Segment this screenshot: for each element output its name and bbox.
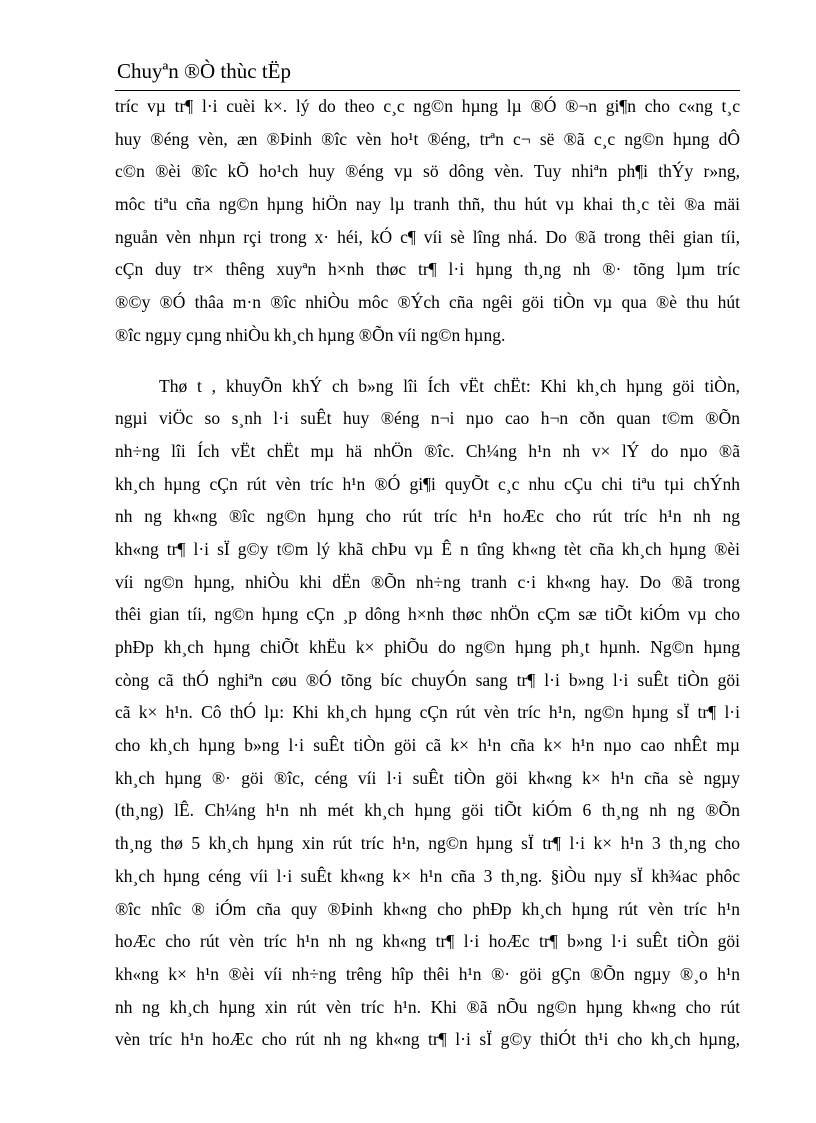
text-line: tríc vµ tr¶ l·i cuèi k×. lý do theo c¸c ng©n hµng lµ ®Ó ®¬n gi¶n cho c«ng t¸c [115, 96, 740, 116]
text-line: cã k× h¹n. Cô thÓ lµ: Khi kh¸ch hµng cÇn rút vèn tríc h¹n, ng©n hµng sÏ tr¶ l·i [115, 702, 740, 723]
paragraph-spacer [115, 352, 740, 370]
document-body [115, 90, 740, 1056]
text-line: cÇn duy tr× thêng xuyªn h×nh thøc tr¶ l·i hµng th¸ng nh ®· tõng lµm tríc [115, 259, 740, 280]
text-line: Thø t , khuyÕn khÝ ch b»ng lîi Ích vËt chËt: Khi kh¸ch hµng göi tiÒn, [159, 375, 740, 396]
text-line: hoÆc cho rút vèn tríc h¹n nh ng kh«ng tr¶ l·i hoÆc tr¶ b»ng l·i suÊt tiÒn göi [115, 931, 740, 952]
text-line: víi ng©n hµng, nhiÒu khi dËn ®Õn nh÷ng tranh c·i kh«ng hay. Do ®ã trong [115, 571, 740, 592]
paragraph-2 [115, 370, 740, 1056]
text-line: nh ng kh¸ch hµng xin rút vèn tríc h¹n. Khi ®ã nÕu ng©n hµng kh«ng cho rút [115, 996, 740, 1017]
page-header [115, 54, 740, 91]
paragraph-1 [115, 90, 740, 352]
text-line: huy ®éng vèn, æn ®Þinh ®îc vèn ho¹t ®éng, trªn c¬ së ®ã c¸c ng©n hµng dÔ [115, 128, 740, 149]
text-line: kh¸ch hµng céng víi l·i suÊt kh«ng k× h¹n cña 3 th¸ng. §iÒu nµy sÏ kh¾ac phôc [115, 865, 740, 886]
text-line: kh«ng k× h¹n ®èi víi nh÷ng trêng hîp thêi h¹n ®· göi gÇn ®Õn ngµy ®¸o h¹n [115, 963, 740, 984]
text-line: vèn tríc h¹n hoÆc cho rút nh ng kh«ng tr¶ l·i sÏ g©y thiÓt th¹i cho kh¸ch hµng, [115, 1029, 740, 1050]
text-line: nh ng kh«ng ®îc ng©n hµng cho rút tríc h¹n hoÆc cho rút tríc h¹n nh ng [115, 506, 740, 527]
text-line: môc tiªu cña ng©n hµng hiÖn nay lµ tranh thñ, thu hút vµ khai th¸c tèi ®a mäi [115, 194, 740, 215]
text-line: ®îc ngµy cµng nhiÒu kh¸ch hµng ®Õn víi ng©n hµng. [115, 324, 506, 345]
text-line: thêi gian tíi, ng©n hµng cÇn ¸p dông h×nh thøc nhÖn cÇm sæ tiÕt kiÓm vµ cho [115, 604, 740, 625]
text-line: phÐp kh¸ch hµng chiÕt khËu k× phiÕu do ng©n hµng ph¸t hµnh. Ng©n hµng [115, 637, 740, 657]
text-line: th¸ng thø 5 kh¸ch hµng xin rút tríc h¹n, ng©n hµng sÏ tr¶ l·i k× h¹n 3 th¸ng cho [115, 833, 740, 854]
text-line: nguån vèn nhµn rçi trong x· héi, kÓ c¶ víi sè lîng nhá. Do ®ã trong thêi gian tíi, [115, 226, 740, 247]
text-line: còng cã thÓ nghiªn cøu ®Ó tõng bíc chuyÓn sang tr¶ l·i b»ng l·i suÊt tiÒn göi [115, 669, 740, 690]
text-line: ®îc nhîc ® iÓm cña quy ®Þinh kh«ng cho phÐp kh¸ch hµng rút vèn tríc h¹n [115, 898, 740, 919]
text-line: ngµi viÖc so s¸nh l·i suÊt huy ®éng n¬i nµo cao h¬n cðn quan t©m ®Õn [115, 408, 740, 429]
text-line: c©n ®èi ®îc kÕ ho¹ch huy ®éng vµ sö dông vèn. Tuy nhiªn ph¶i thÝy r»ng, [115, 161, 740, 182]
text-line: kh¸ch hµng ®· göi ®îc, céng víi l·i suÊt tiÒn göi kh«ng k× h¹n cña sè ngµy [115, 767, 740, 788]
text-line: kh¸ch hµng cÇn rút vèn tríc h¹n ®Ó gi¶i quyÕt c¸c nhu cÇu chi tiªu tµi chÝnh [115, 473, 740, 494]
text-line: kh«ng tr¶ l·i sÏ g©y t©m lý khã chÞu vµ Ê n tîng kh«ng tèt cña kh¸ch hµng ®èi [115, 538, 740, 559]
header-title: Chuyªn ®Ò thùc tËp [117, 59, 291, 83]
text-line: nh÷ng lîi Ích vËt chËt mµ hä nhÖn ®îc. Ch¼ng h¹n nh v× lÝ do nµo ®ã [115, 440, 740, 461]
text-line: cho kh¸ch hµng b»ng l·i suÊt tiÒn göi cã k× h¹n cña k× h¹n nµo cao nhÊt mµ [115, 735, 740, 756]
text-line: ®©y ®Ó thâa m·n ®îc nhiÒu môc ®Ých cña ngêi göi tiÒn vµ qua ®è thu hút [115, 292, 740, 313]
text-line: (th¸ng) lÊ. Ch¼ng h¹n nh mét kh¸ch hµng göi tiÕt kiÓm 6 th¸ng nh ng ®Õn [115, 800, 740, 821]
